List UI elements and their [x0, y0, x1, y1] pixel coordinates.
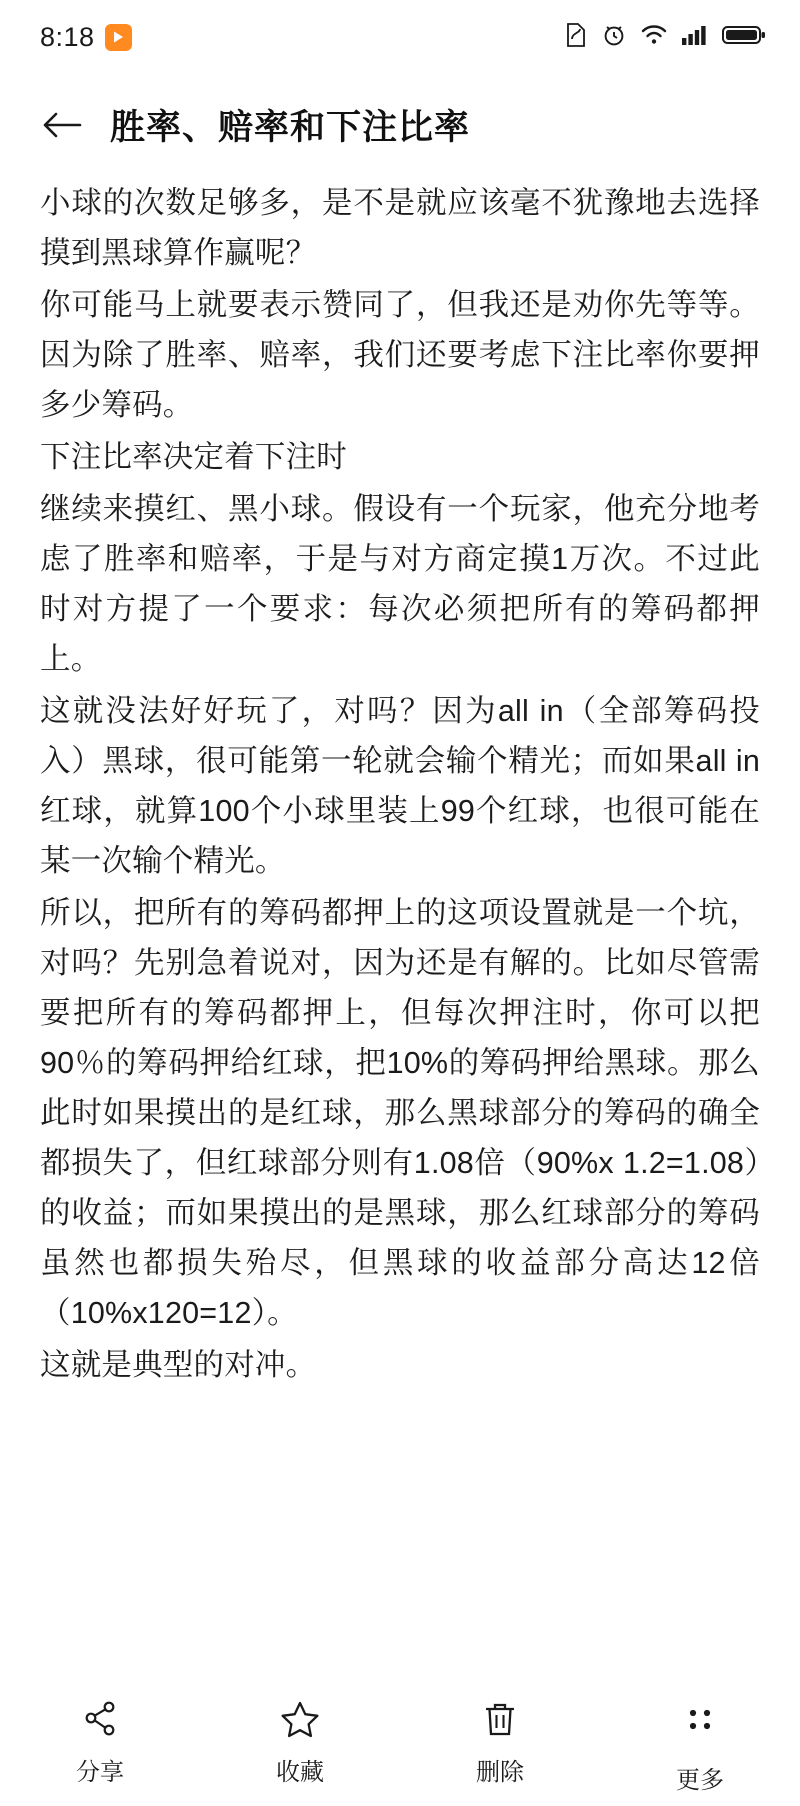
status-bar-right — [564, 21, 766, 54]
status-bar — [0, 0, 800, 74]
bottom-toolbar — [0, 1682, 800, 1806]
paragraph: 继续来摸红、黑小球。假设有一个玩家，他充分地考虑了胜率和赔率，于是与对方商定摸1万次。不过此时对方提了一个要求：每次必须把所有的筹码都押上。 — [40, 492, 760, 676]
share-label: 分享 — [76, 1759, 124, 1786]
paragraph: 你可能马上就要表示赞同了，但我还是劝你先等等。因为除了胜率、赔率，我们还要考虑下注比率你要押多少筹码。 — [40, 288, 760, 422]
star-icon — [279, 1696, 321, 1742]
page-title: 胜率、赔率和下注比率 — [110, 108, 471, 147]
paragraph: 下注比率决定着下注时 — [40, 440, 347, 474]
trash-icon — [482, 1696, 518, 1742]
wifi-icon — [640, 23, 668, 52]
nfc-icon — [564, 21, 588, 54]
battery-icon — [722, 23, 766, 52]
status-time: 8:18 — [40, 21, 95, 52]
back-arrow-icon[interactable] — [40, 103, 84, 147]
paragraph: 所以，把所有的筹码都押上的这项设置就是一个坑，对吗？先别急着说对，因为还是有解的。比如尽管需要把所有的筹码都押上，但每次押注时，你可以把90％的筹码押给红球，把10%的筹码押给黑球。那么此时如果摸出的是红球，那么黑球部分的筹码的确全都损失了，但红球部分则有1.08倍（90%x 1.2=1.08）的收益；而如果摸出的是黑球，那么红球部分的筹码虽然也都损失殆尽，但黑球的收益部分高达12倍（10%x120=12）。 — [40, 896, 760, 1330]
paragraph: 这就没法好好玩了，对吗？因为all in（全部筹码投入）黑球，很可能第一轮就会输个精光；而如果all in红球，就算100个小球里装上99个红球，也很可能在某一次输个精光。 — [40, 694, 760, 878]
more-button[interactable] — [625, 1696, 775, 1795]
favorite-label: 收藏 — [276, 1759, 324, 1786]
share-button[interactable] — [25, 1696, 175, 1787]
paragraph: 这就是典型的对冲。 — [40, 1348, 317, 1382]
orange-play-badge-icon — [105, 24, 132, 51]
paragraph: 小球的次数足够多，是不是就应该毫不犹豫地去选择摸到黑球算作赢呢？ — [40, 186, 760, 270]
article-body — [0, 168, 800, 1682]
more-label: 更多 — [676, 1767, 724, 1794]
favorite-button[interactable] — [225, 1696, 375, 1787]
header — [0, 74, 800, 168]
more-vertical-icon — [680, 1696, 720, 1742]
alarm-clock-icon — [601, 22, 627, 53]
cellular-signal-icon — [681, 23, 709, 52]
delete-label: 删除 — [476, 1759, 524, 1786]
status-bar-left — [40, 22, 132, 53]
delete-button[interactable] — [425, 1696, 575, 1787]
share-icon — [80, 1696, 120, 1742]
